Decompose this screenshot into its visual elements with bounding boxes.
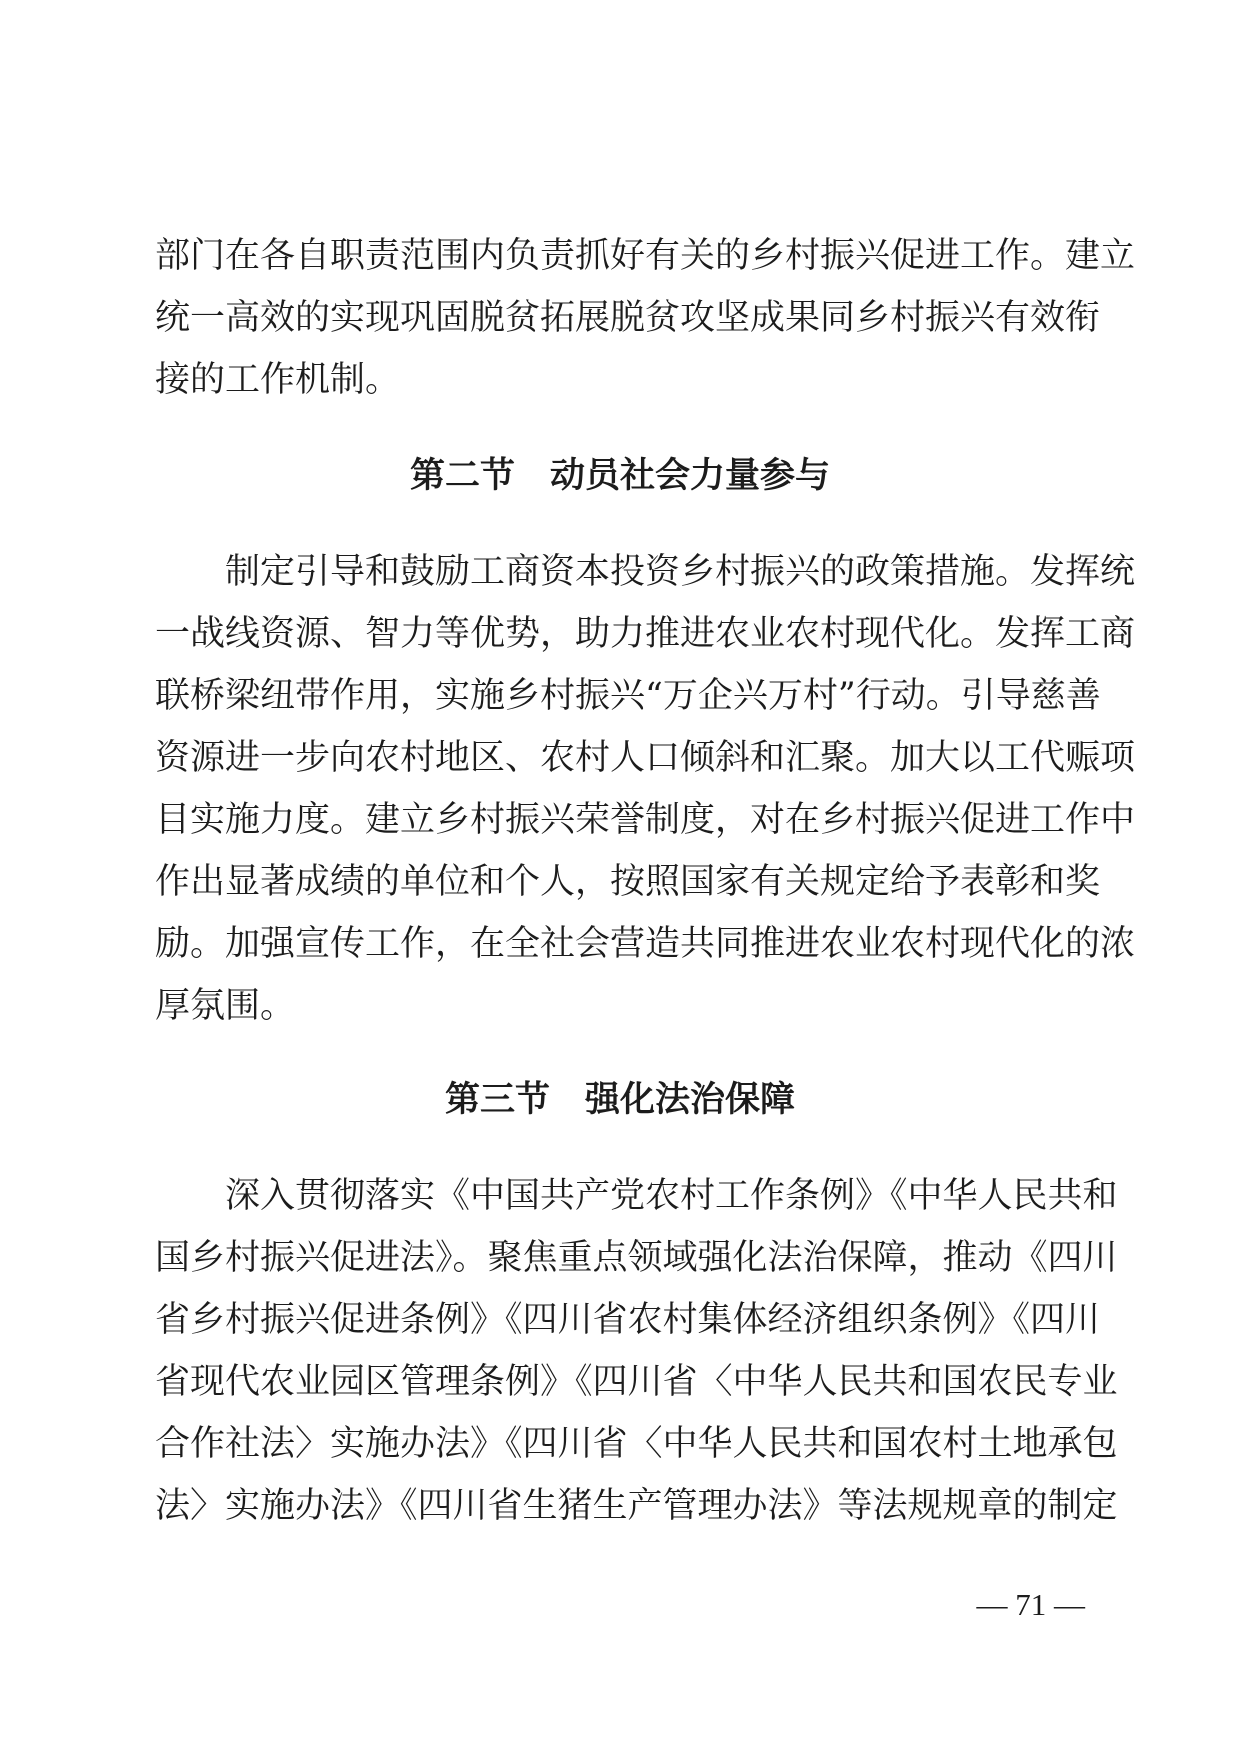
section-heading-2: 第二节 动员社会力量参与 xyxy=(409,455,830,496)
text-line: 合作社法〉实施办法》《四川省〈中华人民共和国农村土地承包 xyxy=(155,1424,1118,1464)
text-line: 深入贯彻落实《中国共产党农村工作条例》《中华人民共和 xyxy=(155,1176,1118,1216)
text-line: 资源进一步向农村地区、农村人口倾斜和汇聚。加大以工代赈项 xyxy=(155,738,1136,778)
text-line: 制定引导和鼓励工商资本投资乡村振兴的政策措施。发挥统 xyxy=(155,552,1136,592)
text-line: 接的工作机制。 xyxy=(155,360,401,400)
section-heading-3: 第三节 强化法治保障 xyxy=(444,1079,795,1120)
text-line: 国乡村振兴促进法》。聚焦重点领域强化法治保障，推动《四川 xyxy=(155,1238,1118,1278)
text-line: 励。加强宣传工作，在全社会营造共同推进农业农村现代化的浓 xyxy=(155,924,1136,964)
text-line: 省乡村振兴促进条例》《四川省农村集体经济组织条例》《四川 xyxy=(155,1300,1101,1340)
text-line: 目实施力度。建立乡村振兴荣誉制度，对在乡村振兴促进工作中 xyxy=(155,800,1136,840)
text-line: 法〉实施办法》《四川省生猪生产管理办法》等法规规章的制定 xyxy=(155,1486,1118,1526)
text-line: 部门在各自职责范围内负责抓好有关的乡村振兴促进工作。建立 xyxy=(155,236,1136,276)
page-number: — 71 — xyxy=(976,1587,1085,1622)
text-line: 厚氛围。 xyxy=(155,986,296,1026)
text-line: 统一高效的实现巩固脱贫拓展脱贫攻坚成果同乡村振兴有效衔 xyxy=(155,298,1101,338)
text-line: 省现代农业园区管理条例》《四川省〈中华人民共和国农民专业 xyxy=(155,1362,1118,1402)
text-line: 联桥梁纽带作用，实施乡村振兴“万企兴万村”行动。引导慈善 xyxy=(155,676,1101,716)
text-line: 作出显著成绩的单位和个人，按照国家有关规定给予表彰和奖 xyxy=(155,862,1101,902)
text-line: 一战线资源、智力等优势，助力推进农业农村现代化。发挥工商 xyxy=(155,614,1136,654)
